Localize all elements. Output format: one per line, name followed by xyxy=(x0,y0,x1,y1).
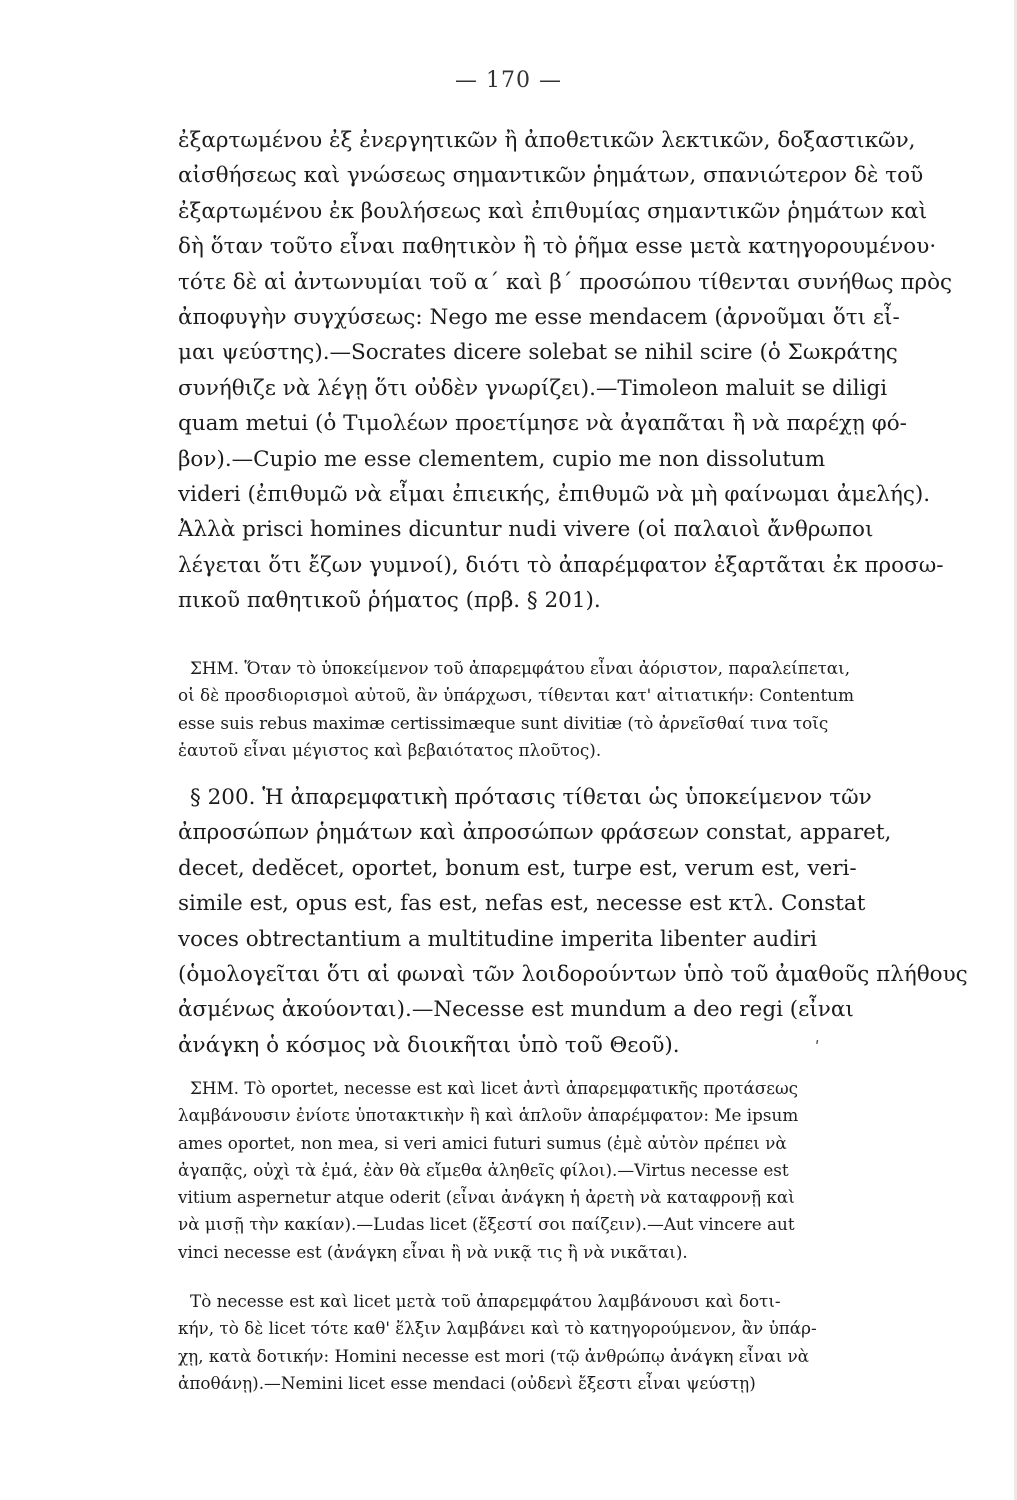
note-line: χῃ, κατὰ δοτικήν: Homini necesse est mori (τῷ ἀνθρώπῳ ἀνάγκη εἶναι νὰ xyxy=(178,1345,810,1366)
text-line: ἀνάγκη ὁ κόσμος νὰ διοικῆται ὑπὸ τοῦ Θεοῦ). xyxy=(178,1032,680,1058)
page-number: — 170 — xyxy=(455,68,562,93)
text-line: πικοῦ παθητικοῦ ῥήματος (πρβ. § 201). xyxy=(178,588,601,614)
text-line: voces obtrectantium a multitudine imperita libenter audiri xyxy=(178,926,818,952)
text-line: (ὁμολογεῖται ὅτι αἱ φωναὶ τῶν λοιδορούντων ὑπὸ τοῦ ἀμαθοῦς πλήθους xyxy=(178,961,968,987)
text-line: § 200. Ἡ ἀπαρεμφατικὴ πρότασις τίθεται ὡς ὑποκείμενον τῶν xyxy=(190,785,872,810)
text-line: μαι ψεύστης).—Socrates dicere solebat se nihil scire (ὁ Σωκράτης xyxy=(178,340,898,366)
text-line: ἐξαρτωμένου ἐξ ἐνεργητικῶν ἢ ἀποθετικῶν λεκτικῶν, δοξαστικῶν, xyxy=(178,128,916,153)
text-line: videri (ἐπιθυμῶ νὰ εἶμαι ἐπιεικής, ἐπιθυμῶ νὰ μὴ φαίνωμαι ἀμελής). xyxy=(178,481,931,507)
text-line: ἀπροσώπων ῥημάτων καὶ ἀπροσώπων φράσεων constat, apparet, xyxy=(178,820,892,846)
text-line: αἰσθήσεως καὶ γνώσεως σημαντικῶν ῥημάτων, σπανιώτερον δὲ τοῦ xyxy=(178,163,924,189)
margin-mark: ʹ xyxy=(815,1038,820,1057)
text-line: βον).—Cupio me esse clementem, cupio me non dissolutum xyxy=(178,446,826,472)
note-line: ἀγαπᾷς, οὐχὶ τὰ ἐμά, ἐὰν θὰ εἴμεθα ἀληθεῖς φίλοι).—Virtus necesse est xyxy=(178,1159,789,1180)
note-1 xyxy=(178,655,968,764)
text-line: λέγεται ὅτι ἔζων γυμνοί), διότι τὸ ἀπαρέμφατον ἐξαρτᾶται ἐκ προσω- xyxy=(178,552,944,578)
note-line: vinci necesse est (ἀνάγκη εἶναι ἢ νὰ νικᾷ τις ἢ νὰ νικᾶται). xyxy=(178,1241,688,1262)
note-line: esse suis rebus maximæ certissimæque sunt divitiæ (τὸ ἀρνεῖσθαί τινα τοῖς xyxy=(178,712,829,733)
note-line: vitium aspernetur atque oderit (εἶναι ἀνάγκη ἡ ἀρετὴ νὰ καταφρονῇ καὶ xyxy=(178,1187,795,1208)
paragraph-1 xyxy=(178,123,968,618)
text-line: ἐξαρτωμένου ἐκ βουλήσεως καὶ ἐπιθυμίας σημαντικῶν ῥημάτων καὶ xyxy=(178,198,928,224)
text-line: δὴ ὅταν τοῦτο εἶναι παθητικὸν ἢ τὸ ῥῆμα esse μετὰ κατηγορουμένου· xyxy=(178,234,937,260)
text-line: Ἀλλὰ prisci homines dicuntur nudi vivere (οἱ παλαιοὶ ἄνθρωποι xyxy=(178,517,874,543)
text-line: ἀσμένως ἀκούονται).—Necesse est mundum a deo regi (εἶναι xyxy=(178,997,854,1023)
note-line: νὰ μισῇ τὴν κακίαν).—Ludas licet (ἔξεστί σοι παίζειν).—Aut vincere aut xyxy=(178,1214,795,1235)
text-line: τότε δὲ αἱ ἀντωνυμίαι τοῦ α΄ καὶ β΄ προσώπου τίθενται συνήθως πρὸς xyxy=(178,269,953,295)
note-line: κήν, τὸ δὲ licet τότε καθ' ἕλξιν λαμβάνει καὶ τὸ κατηγορούμενον, ἂν ὑπάρ- xyxy=(178,1318,817,1339)
text-line: decet, dedĕcet, oportet, bonum est, turpe est, verum est, veri- xyxy=(178,855,857,881)
text-line: συνήθιζε νὰ λέγῃ ὅτι οὐδὲν γνωρίζει).—Timoleon maluit se diligi xyxy=(178,375,888,401)
note-line: Τὸ necesse est καὶ licet μετὰ τοῦ ἀπαρεμφάτου λαμβάνουσι καὶ δοτι- xyxy=(190,1291,781,1311)
paragraph-2 xyxy=(178,780,968,1063)
note-3 xyxy=(178,1288,968,1397)
note-line: λαμβάνουσιν ἐνίοτε ὑποτακτικὴν ἢ καὶ ἁπλοῦν ἀπαρέμφατον: Me ipsum xyxy=(178,1105,799,1126)
text-line: quam metui (ὁ Τιμολέων προετίμησε νὰ ἀγαπᾶται ἢ νὰ παρέχῃ φό- xyxy=(178,411,907,437)
text-line: ἀποφυγὴν συγχύσεως: Nego me esse mendacem (ἀρνοῦμαι ὅτι εἶ- xyxy=(178,304,900,330)
note-line: ἑαυτοῦ εἶναι μέγιστος καὶ βεβαιότατος πλοῦτος). xyxy=(178,739,602,760)
note-2 xyxy=(178,1075,968,1266)
note-line: ΣΗΜ. Ὅταν τὸ ὑποκείμενον τοῦ ἀπαρεμφάτου εἶναι ἀόριστον, παραλείπεται, xyxy=(190,658,851,678)
note-line: ames oportet, non mea, si veri amici futuri sumus (ἐμὲ αὐτὸν πρέπει νὰ xyxy=(178,1132,787,1153)
note-line: ἀποθάνῃ).—Nemini licet esse mendaci (οὐδενὶ ἔξεστι εἶναι ψεύστῃ) xyxy=(178,1372,756,1393)
text-line: simile est, opus est, fas est, nefas est, necesse est κτλ. Constat xyxy=(178,891,866,917)
note-line: οἱ δὲ προσδιορισμοὶ αὐτοῦ, ἂν ὑπάρχωσι, τίθενται κατ' αἰτιατικήν: Contentum xyxy=(178,685,855,706)
note-line: ΣΗΜ. Τὸ oportet, necesse est καὶ licet ἀντὶ ἀπαρεμφατικῆς προτάσεως xyxy=(190,1078,799,1098)
